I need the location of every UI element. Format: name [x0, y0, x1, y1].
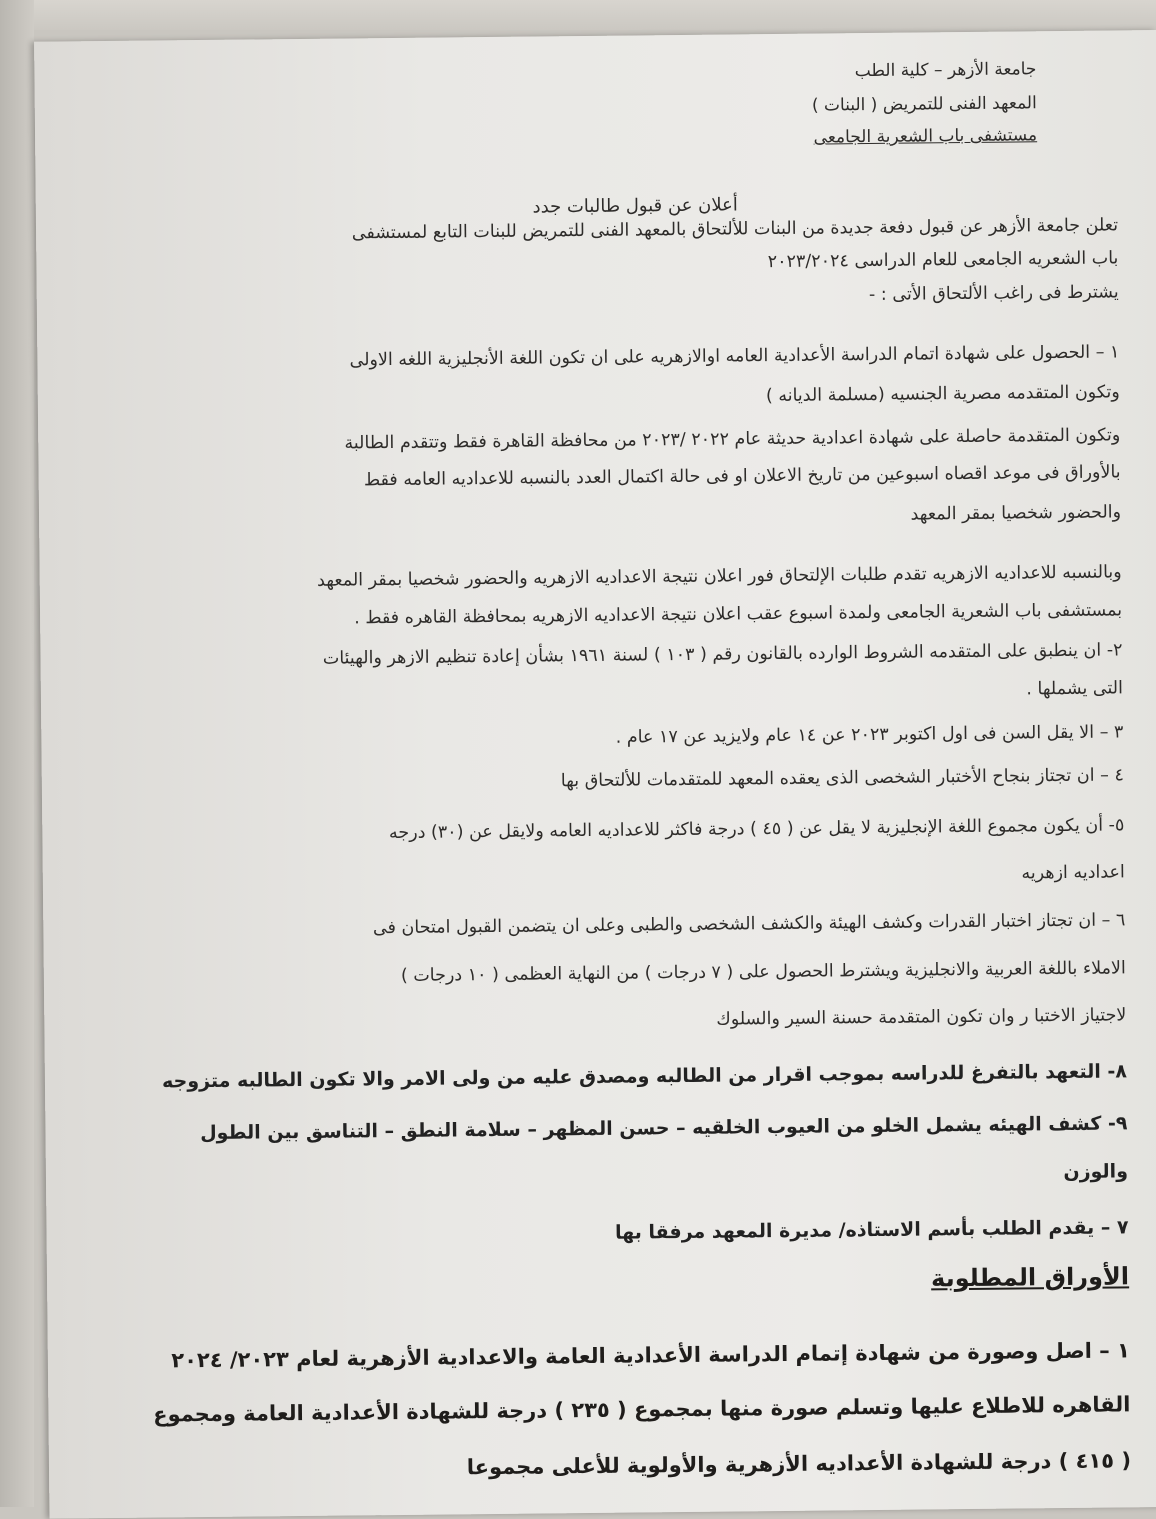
required-papers-heading: الأوراق المطلوبة [930, 1262, 1130, 1293]
header-university: جامعة الأزهر – كلية الطب [854, 59, 1037, 82]
text-line: الاملاء باللغة العربية والانجليزية ويشترط الحصول على ( ٧ درجات ) من النهاية العظمى ( ١٠ درجات ) [400, 958, 1126, 986]
text-line: وبالنسبه للاعداديه الازهريه تقدم طلبات الإلتحاق فور اعلان نتيجة الاعداديه الازهريه والحضور شخصيا بمقر المعهد [317, 562, 1122, 591]
text-line: لاجتياز الاختبا ر وان تكون المتقدمة حسنة السير والسلوك [716, 1005, 1127, 1030]
text-line: والوزن [1063, 1160, 1129, 1184]
announcement-title: أعلان عن قبول طالبات جدد [532, 194, 738, 218]
text-line: وتكون المتقدمه مصرية الجنسيه (مسلمة الديانه ) [765, 382, 1120, 407]
background-top [0, 0, 1156, 30]
requirement-9: ٩- كشف الهيئه يشمل الخلو من العيوب الخلقيه – حسن المظهر – سلامة النطق – التناسق بين الطول [200, 1112, 1128, 1145]
document-page [34, 30, 1156, 1519]
background-left-edge [0, 0, 34, 1507]
requirement-5: ٥- أن يكون مجموع اللغة الإنجليزية لا يقل عن ( ٤٥ ) درجة فاكثر للاعداديه العامه ولايقل عن (٣٠) درجه [388, 815, 1125, 844]
text-line: بالأوراق فى موعد اقصاه اسبوعين من تاريخ الاعلان او فى حالة اكتمال العدد بالنسبه للاعداديه العامه فقط [363, 462, 1121, 491]
requirement-4: ٤ – ان تجتاز بنجاح الأختبار الشخصى الذى يعقده المعهد للمتقدمات للألتحاق بها [560, 765, 1124, 792]
requirement-3: ٣ – الا يقل السن فى اول اكتوبر ٢٠٢٣ عن ١٤ عام ولايزيد عن ١٧ عام . [615, 722, 1124, 748]
text-line: بمستشفى باب الشعرية الجامعى ولمدة اسبوع عقب اعلان نتيجة الاعداديه الازهريه بمحافظة القاهره فقط . [354, 600, 1123, 629]
requirement-7: ٧ – يقدم الطلب بأسم الاستاذه/ مديرة المعهد مرفقا بها [614, 1216, 1129, 1244]
text-line: ( ٤١٥ ) درجة للشهادة الأعداديه الأزهرية والأولوية للأعلى مجموعا [466, 1448, 1132, 1480]
header-institute: المعهد الفنى للتمريض ( البنات ) [811, 93, 1037, 116]
text-line: القاهره للاطلاع عليها وتسلم صورة منها بمجموع ( ٢٣٥ ) درجة للشهادة الأعدادية العامة ومجموع [153, 1392, 1131, 1427]
text-line: والحضور شخصيا بمقر المعهد [910, 502, 1122, 525]
header-hospital: مستشفى باب الشعرية الجامعى [813, 125, 1038, 148]
requirement-8: ٨- التعهد بالتفرغ للدراسه بموجب اقرار من الطالبه ومصدق عليه من ولى الامر والا تكون الطالبه متزوجه [161, 1060, 1128, 1093]
text-line: تعلن جامعة الأزهر عن قبول دفعة جديدة من البنات للألتحاق بالمعهد الفنى للتمريض للبنات التابع لمستشفى [351, 215, 1119, 244]
text-line: وتكون المتقدمة حاصلة على شهادة اعدادية حديثة عام ٢٠٢٢ /٢٠٢٣ من محافظة القاهرة فقط وتتقدم الطالبة [344, 425, 1121, 454]
requirement-2: ٢- ان ينطبق على المتقدمه الشروط الوارده بالقانون رقم ( ١٠٣ ) لسنة ١٩٦١ بشأن إعادة تنظيم الازهر والهيئات [322, 640, 1123, 669]
requirement-1: ١ – الحصول على شهادة اتمام الدراسة الأعدادية العامه اوالازهريه على ان تكون اللغة الأنجليزية اللغه الاولى [349, 342, 1120, 371]
text-line: اعداديه ازهريه [1021, 862, 1125, 884]
paper-1: ١ – اصل وصورة من شهادة إتمام الدراسة الأعدادية العامة والاعدادية الأزهرية لعام ٢٠٢٣/ ٢٠٢٤ [171, 1338, 1130, 1373]
text-line: يشترط فى راغب الألتحاق الأتى : - [868, 282, 1119, 306]
text-line: التى يشملها . [1026, 678, 1123, 700]
text-line: باب الشعريه الجامعى للعام الدراسى ٢٠٢٣/٢٠٢٤ [767, 248, 1119, 273]
requirement-6: ٦ – ان تجتاز اختبار القدرات وكشف الهيئة والكشف الشخصى والطبى وعلى ان يتضمن القبول امتحان فى [372, 910, 1126, 939]
